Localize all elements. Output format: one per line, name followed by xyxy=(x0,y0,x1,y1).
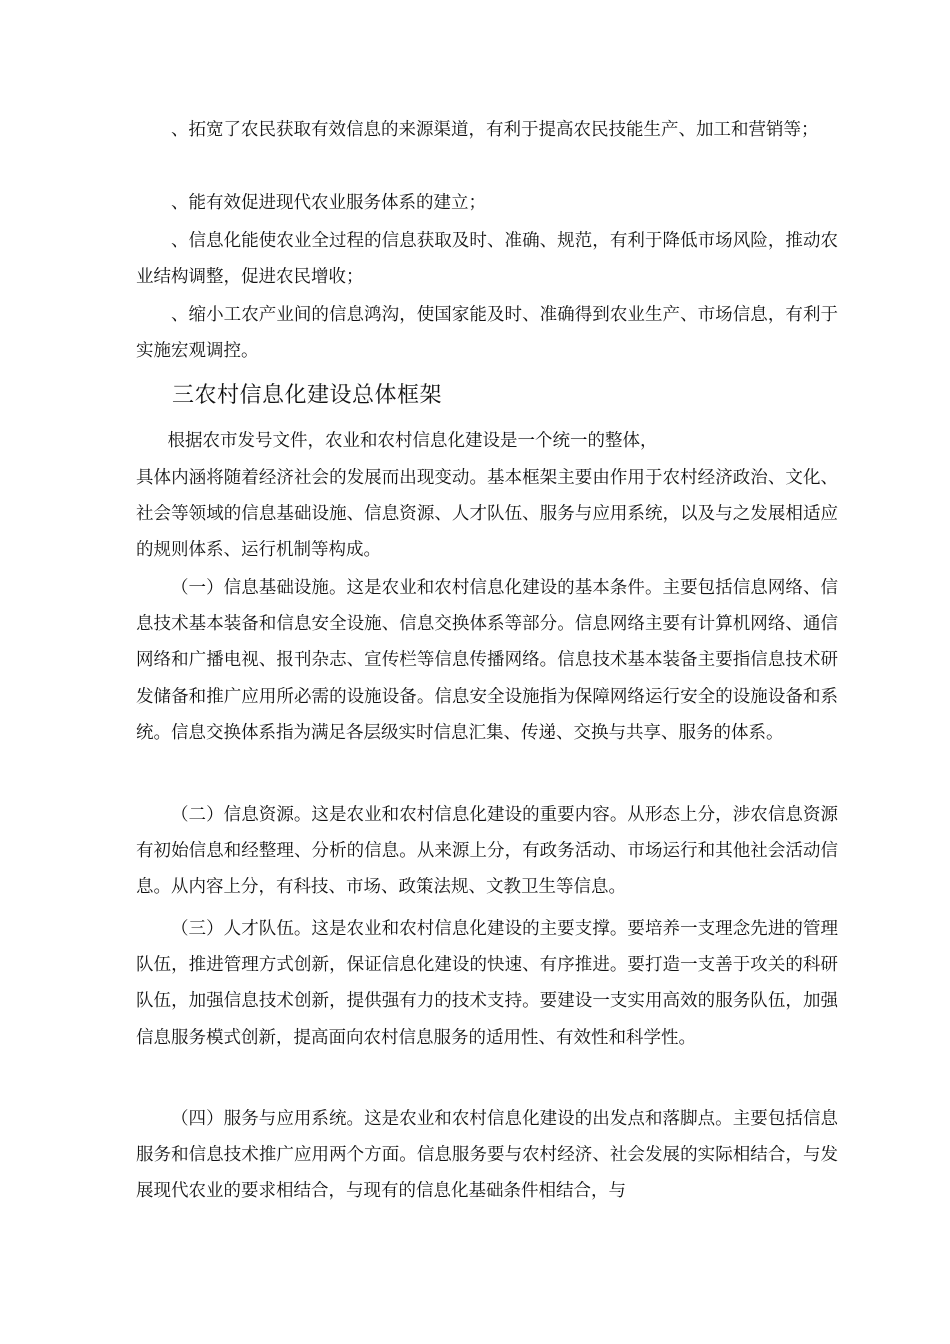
paragraph-intro-line1: 根据农市发号文件，农业和农村信息化建设是一个统一的整体， xyxy=(167,431,658,451)
paragraph-benefit-1: 、拓宽了农民获取有效信息的来源渠道，有利于提高农民技能生产、加工和营销等； xyxy=(171,120,819,140)
paragraph-information-resources: （二）信息资源。这是农业和农村信息化建设的重要内容。从形态上分，涉农信息资源有初始信息和经整理、分析的信息。从来源上分，有政务活动、市场运行和其他社会活动信息。从内容上分，有科技、市场、政策法规、文教卫生等信息。 xyxy=(136,805,838,898)
paragraph-talent-team: （三）人才队伍。这是农业和农村信息化建设的主要支撑。要培养一支理念先进的管理队伍，推进管理方式创新，保证信息化建设的快速、有序推进。要打造一支善于攻关的科研队伍，加强信息技术创新，提供强有力的技术支持。要建设一支实用高效的服务队伍，加强信息服务模式创新，提高面向农村信息服务的适用性、有效性和科学性。 xyxy=(136,919,838,1048)
section-heading: 三农村信息化建设总体框架 xyxy=(172,383,443,408)
paragraph-benefit-4: 、缩小工农产业间的信息鸿沟，使国家能及时、准确得到农业生产、市场信息，有利于实施宏观调控。 xyxy=(136,305,838,362)
paragraph-intro-rest: 具体内涵将随着经济社会的发展而出现变动。基本框架主要由作用于农村经济政治、文化、社会等领域的信息基础设施、信息资源、人才队伍、服务与应用系统，以及与之发展相适应的规则体系、运行机制等构成。 xyxy=(136,468,838,561)
paragraph-benefit-3: 、信息化能使农业全过程的信息获取及时、准确、规范，有利于降低市场风险，推动农业结构调整，促进农民增收； xyxy=(136,231,838,288)
paragraph-infrastructure: （一）信息基础设施。这是农业和农村信息化建设的基本条件。主要包括信息网络、信息技术基本装备和信息安全设施、信息交换体系等部分。信息网络主要有计算机网络、通信网络和广播电视、报刊杂志、宣传栏等信息传播网络。信息技术基本装备主要指信息技术研发储备和推广应用所必需的设施设备。信息安全设施指为保障网络运行安全的设施设备和系统。信息交换体系指为满足各层级实时信息汇集、传递、交换与共享、服务的体系。 xyxy=(136,578,838,743)
paragraph-benefit-2: 、能有效促进现代农业服务体系的建立； xyxy=(171,193,486,213)
paragraph-service-application: （四）服务与应用系统。这是农业和农村信息化建设的出发点和落脚点。主要包括信息服务和信息技术推广应用两个方面。信息服务要与农村经济、社会发展的实际相结合，与发展现代农业的要求相结合，与现有的信息化基础条件相结合，与 xyxy=(136,1109,838,1202)
